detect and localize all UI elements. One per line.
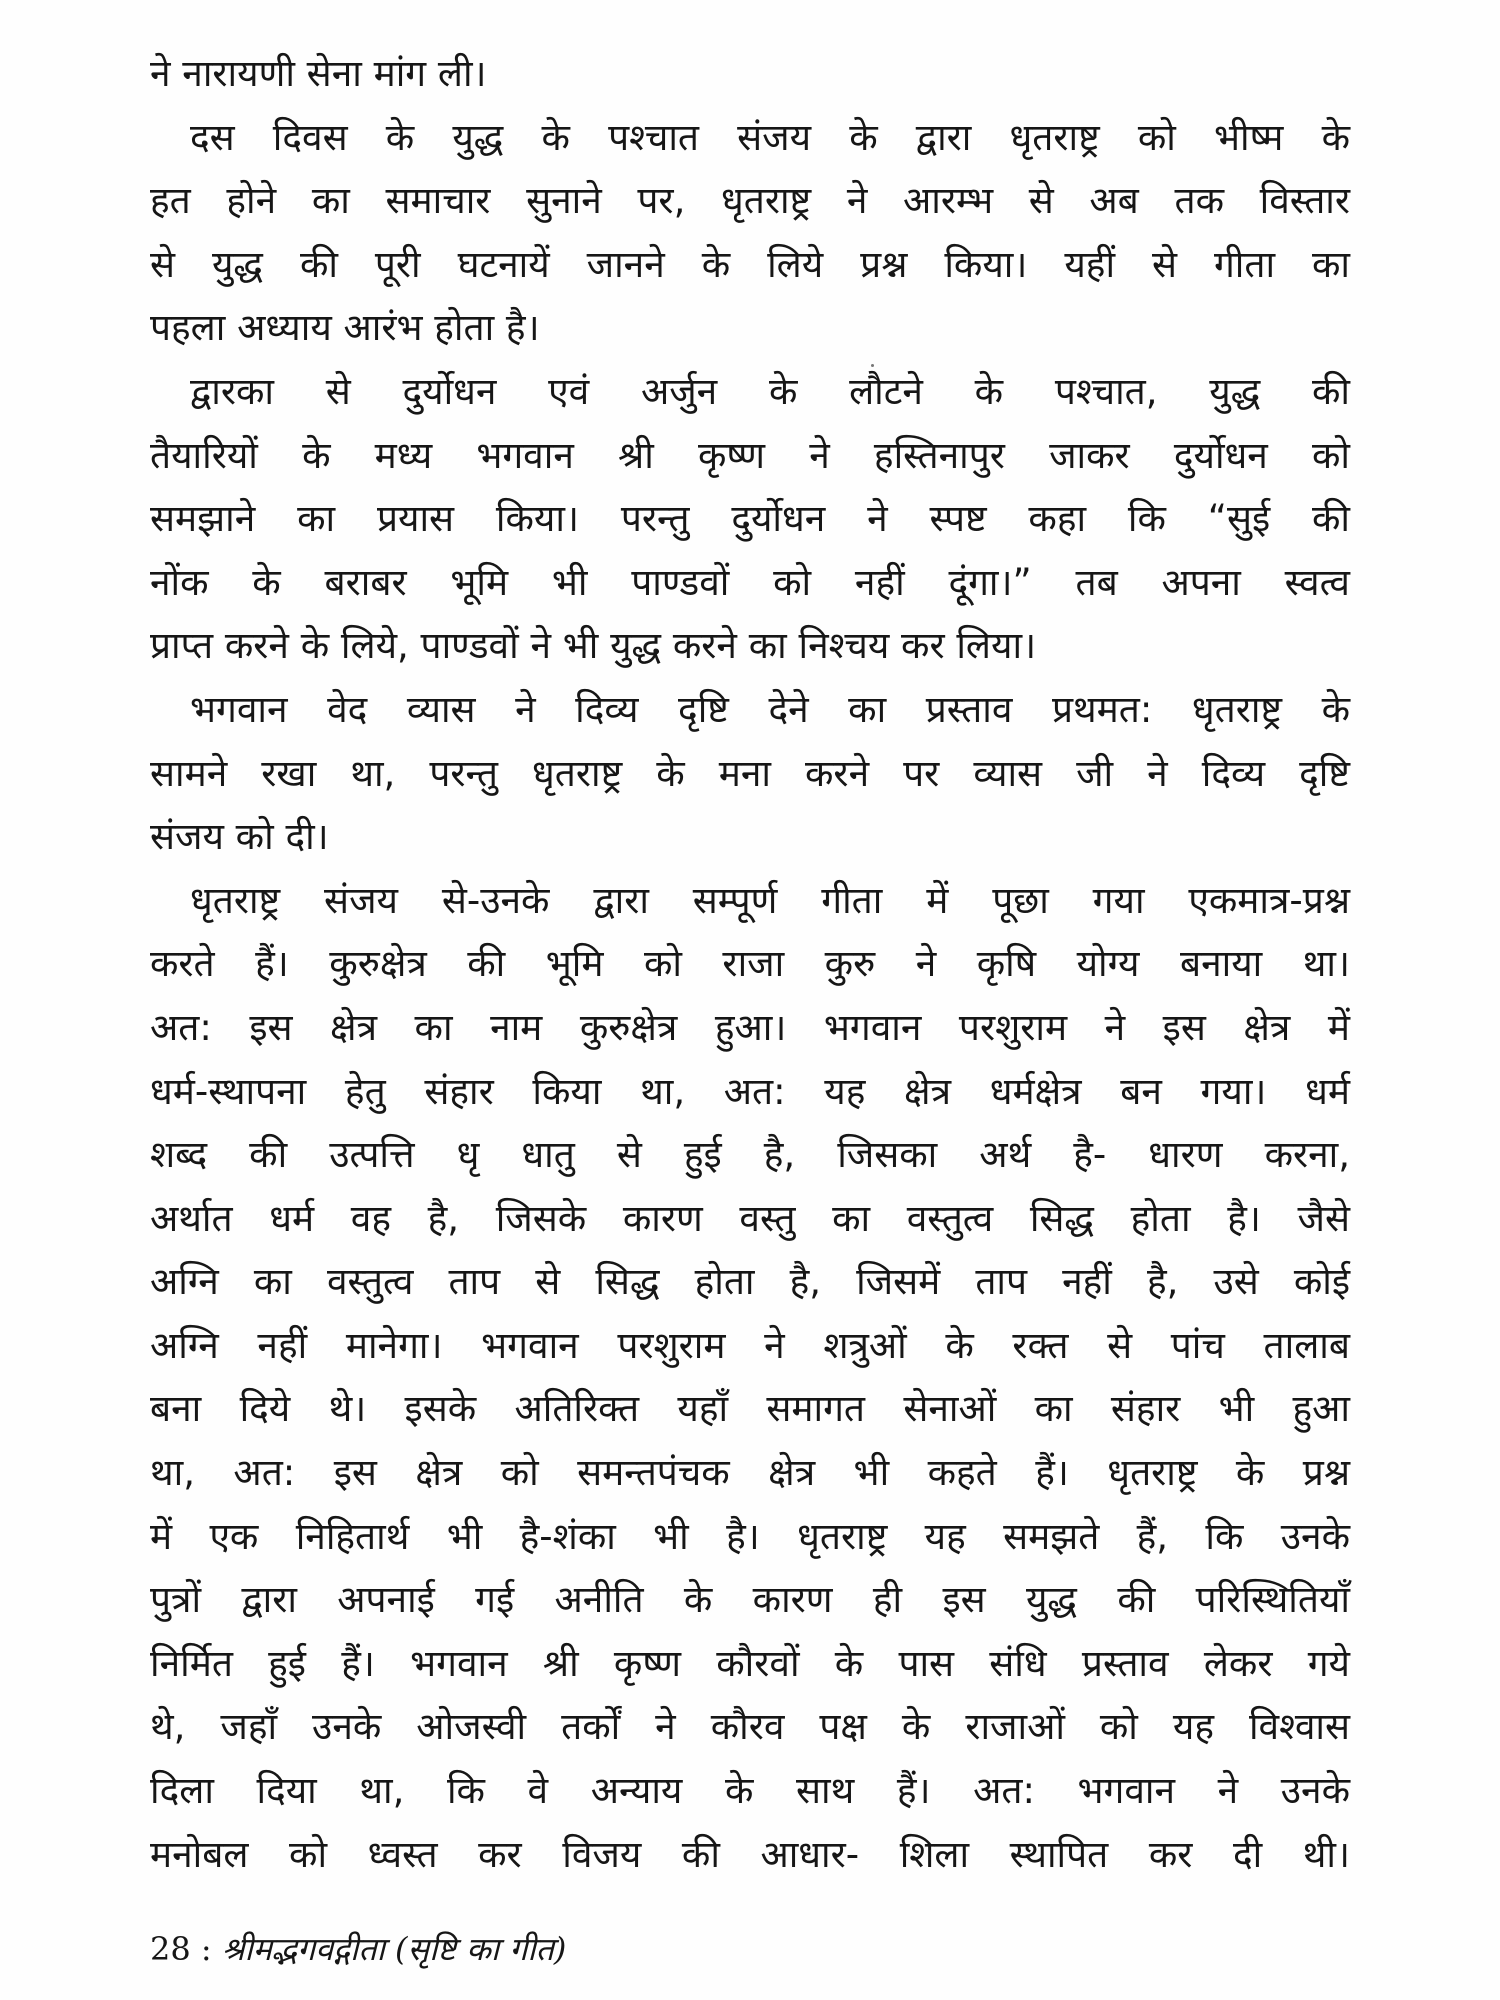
body-text (150, 42, 1350, 1886)
text-line: सामने रखा था, परन्तु धृतराष्ट्र के मना करने पर व्यास जी ने दिव्य दृष्टि (150, 751, 1350, 795)
text-line: शब्द की उत्पत्ति धृ धातु से हुई है, जिसका अर्थ है- धारण करना, (150, 1133, 1350, 1177)
text-line: तैयारियों के मध्य भगवान श्री कृष्ण ने हस्तिनापुर जाकर दुर्योधन को (150, 433, 1350, 477)
text-line: बना दिये थे। इसके अतिरिक्त यहाँ समागत सेनाओं का संहार भी हुआ (150, 1387, 1350, 1431)
book-title: श्रीमद्भगवद्गीता (सृष्टि का गीत) (221, 1930, 567, 1968)
text-line: करते हैं। कुरुक्षेत्र की भूमि को राजा कुरु ने कृषि योग्य बनाया था। (150, 942, 1350, 986)
text-line: ने नारायणी सेना मांग ली। (150, 52, 487, 95)
text-line: अग्नि नहीं मानेगा। भगवान परशुराम ने शत्रुओं के रक्त से पांच तालाब (150, 1323, 1350, 1367)
print-speck (871, 364, 874, 367)
text-line: नोंक के बराबर भूमि भी पाण्डवों को नहीं दूंगा।” तब अपना स्वत्व (150, 560, 1350, 604)
text-line: से युद्ध की पूरी घटनायें जानने के लिये प्रश्न किया। यहीं से गीता का (150, 242, 1350, 286)
text-line: था, अत: इस क्षेत्र को समन्तपंचक क्षेत्र भी कहते हैं। धृतराष्ट्र के प्रश्न (150, 1451, 1350, 1495)
page-number: 28 : (150, 1930, 212, 1968)
text-line: पुत्रों द्वारा अपनाई गई अनीति के कारण ही इस युद्ध की परिस्थितियाँ (150, 1578, 1350, 1622)
text-line: भगवान वेद व्यास ने दिव्य दृष्टि देने का प्रस्ताव प्रथमत: धृतराष्ट्र के (190, 687, 1350, 731)
text-line: द्वारका से दुर्योधन एवं अर्जुन के लौटने के पश्चात, युद्ध की (190, 369, 1350, 413)
text-line: दिला दिया था, कि वे अन्याय के साथ हैं। अत: भगवान ने उनके (150, 1769, 1350, 1813)
text-line: प्राप्त करने के लिये, पाण्डवों ने भी युद्ध करने का निश्चय कर लिया। (150, 624, 1037, 668)
text-line: संजय को दी। (150, 815, 329, 859)
text-line: दस दिवस के युद्ध के पश्चात संजय के द्वारा धृतराष्ट्र को भीष्म के (190, 115, 1350, 159)
text-line: थे, जहाँ उनके ओजस्वी तर्कों ने कौरव पक्ष के राजाओं को यह विश्वास (150, 1705, 1350, 1749)
text-line: निर्मित हुई हैं। भगवान श्री कृष्ण कौरवों के पास संधि प्रस्ताव लेकर गये (150, 1641, 1350, 1685)
text-line: पहला अध्याय आरंभ होता है। (150, 306, 540, 350)
text-line: धृतराष्ट्र संजय से-उनके द्वारा सम्पूर्ण गीता में पूछा गया एकमात्र-प्रश्न (190, 878, 1350, 922)
text-line: समझाने का प्रयास किया। परन्तु दुर्योधन ने स्पष्ट कहा कि “सुई की (150, 497, 1350, 541)
text-line: में एक निहितार्थ भी है-शंका भी है। धृतराष्ट्र यह समझते हैं, कि उनके (150, 1514, 1350, 1558)
text-line: अत: इस क्षेत्र का नाम कुरुक्षेत्र हुआ। भगवान परशुराम ने इस क्षेत्र में (150, 1005, 1350, 1049)
page-footer (150, 1924, 566, 1974)
text-line: हत होने का समाचार सुनाने पर, धृतराष्ट्र ने आरम्भ से अब तक विस्तार (150, 179, 1350, 223)
text-line: मनोबल को ध्वस्त कर विजय की आधार- शिला स्थापित कर दी थी। (150, 1832, 1350, 1876)
text-line: अग्नि का वस्तुत्व ताप से सिद्ध होता है, जिसमें ताप नहीं है, उसे कोई (150, 1260, 1350, 1304)
text-line: धर्म-स्थापना हेतु संहार किया था, अत: यह क्षेत्र धर्मक्षेत्र बन गया। धर्म (150, 1069, 1350, 1113)
text-line: अर्थात धर्म वह है, जिसके कारण वस्तु का वस्तुत्व सिद्ध होता है। जैसे (150, 1196, 1350, 1240)
